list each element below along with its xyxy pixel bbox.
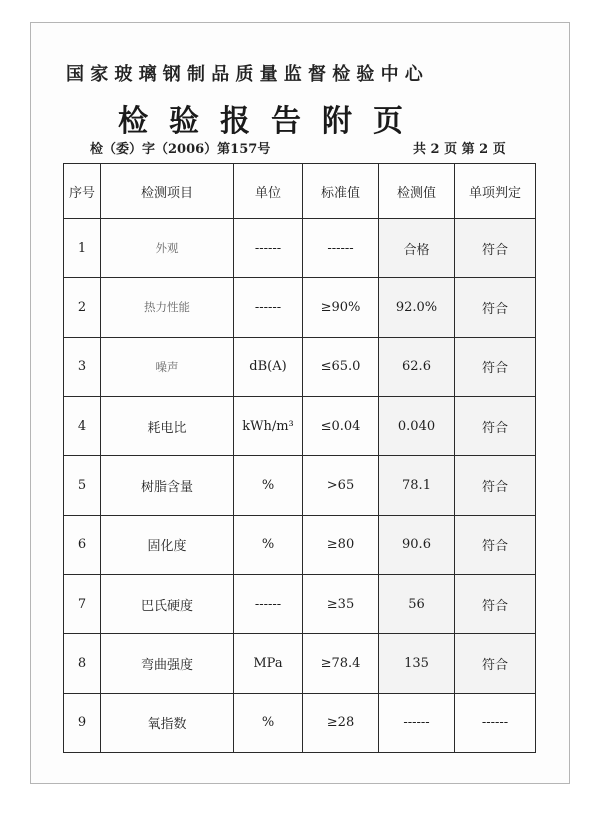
test-item: 氧指数 (101, 693, 234, 752)
standard-value-cell: ≤0.04 (303, 396, 379, 455)
table-header-row (64, 164, 536, 219)
measured-value-cell: 56 (379, 574, 455, 633)
measured-value-cell: 62.6 (379, 337, 455, 396)
verdict-cell: 符合 (455, 574, 536, 633)
row-number: 9 (64, 693, 101, 752)
standard-value-cell: >65 (303, 456, 379, 515)
verdict-cell: ------ (455, 693, 536, 752)
report-title: 检验报告附页 (118, 104, 424, 139)
verdict-cell: 符合 (455, 456, 536, 515)
test-item: 噪声 (101, 337, 234, 396)
row-number: 1 (64, 219, 101, 278)
table-row (64, 634, 536, 693)
standard-value-cell: ------ (303, 219, 379, 278)
test-item: 巴氏硬度 (101, 574, 234, 633)
unit-cell: MPa (234, 634, 303, 693)
row-number: 8 (64, 634, 101, 693)
table-row (64, 396, 536, 455)
table-row (64, 693, 536, 752)
verdict-cell: 符合 (455, 278, 536, 337)
header-test-item: 检测项目 (101, 164, 234, 219)
measured-value-cell: 78.1 (379, 456, 455, 515)
standard-value-cell: ≥35 (303, 574, 379, 633)
test-item: 固化度 (101, 515, 234, 574)
unit-cell: % (234, 515, 303, 574)
table-row (64, 574, 536, 633)
table-row (64, 219, 536, 278)
measured-value-cell: 90.6 (379, 515, 455, 574)
test-item: 树脂含量 (101, 456, 234, 515)
header-standard-value: 标准值 (303, 164, 379, 219)
test-item: 热力性能 (101, 278, 234, 337)
header-seq: 序号 (64, 164, 101, 219)
standard-value-cell: ≥78.4 (303, 634, 379, 693)
row-number: 5 (64, 456, 101, 515)
standard-value-cell: ≥80 (303, 515, 379, 574)
verdict-cell: 符合 (455, 396, 536, 455)
row-number: 7 (64, 574, 101, 633)
reference-number: 检（委）字（2006）第157号 (90, 142, 271, 157)
unit-cell: ------ (234, 574, 303, 633)
unit-cell: % (234, 693, 303, 752)
unit-cell: ------ (234, 278, 303, 337)
row-number: 6 (64, 515, 101, 574)
unit-cell: dB(A) (234, 337, 303, 396)
verdict-cell: 符合 (455, 634, 536, 693)
measured-value-cell: 92.0% (379, 278, 455, 337)
standard-value-cell: ≥28 (303, 693, 379, 752)
unit-cell: kWh/m³ (234, 396, 303, 455)
verdict-cell: 符合 (455, 515, 536, 574)
test-item: 耗电比 (101, 396, 234, 455)
header-measured-value: 检测值 (379, 164, 455, 219)
row-number: 3 (64, 337, 101, 396)
table-row (64, 278, 536, 337)
page-counter: 共 2 页 第 2 页 (413, 142, 506, 157)
table-row (64, 456, 536, 515)
results-table (63, 163, 536, 753)
row-number: 4 (64, 396, 101, 455)
unit-cell: ------ (234, 219, 303, 278)
measured-value-cell: 0.040 (379, 396, 455, 455)
table-row (64, 337, 536, 396)
standard-value-cell: ≤65.0 (303, 337, 379, 396)
standard-value-cell: ≥90% (303, 278, 379, 337)
verdict-cell: 符合 (455, 337, 536, 396)
test-item: 外观 (101, 219, 234, 278)
table-row (64, 515, 536, 574)
unit-cell: % (234, 456, 303, 515)
test-item: 弯曲强度 (101, 634, 234, 693)
header-verdict: 单项判定 (455, 164, 536, 219)
verdict-cell: 符合 (455, 219, 536, 278)
measured-value-cell: ------ (379, 693, 455, 752)
header-unit: 单位 (234, 164, 303, 219)
row-number: 2 (64, 278, 101, 337)
measured-value-cell: 合格 (379, 219, 455, 278)
measured-value-cell: 135 (379, 634, 455, 693)
organization-name: 国家玻璃钢制品质量监督检验中心 (66, 64, 429, 85)
